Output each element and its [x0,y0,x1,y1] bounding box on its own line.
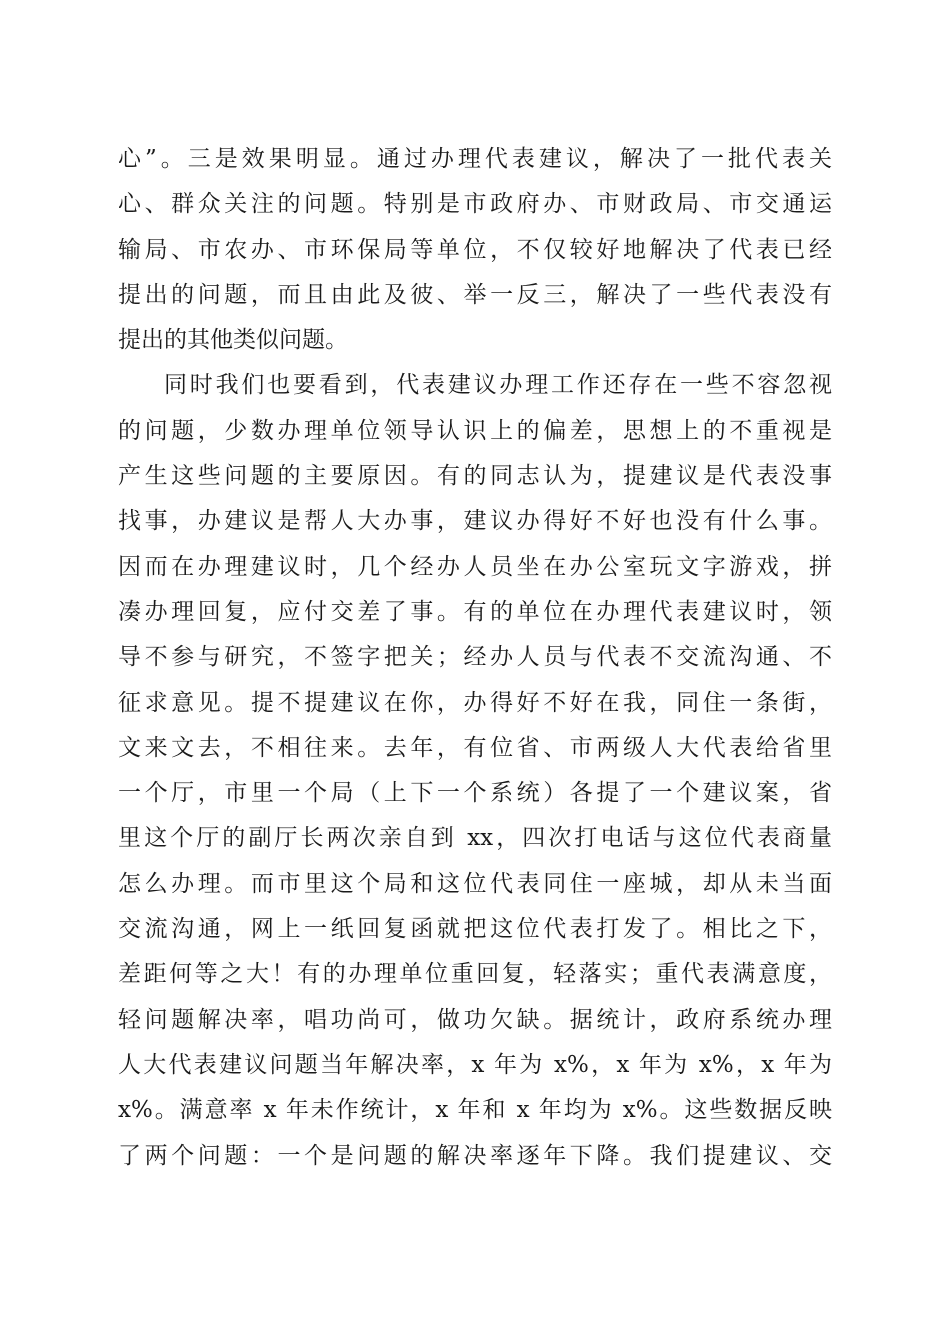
text-line: x%。满意率 x 年未作统计，x 年和 x 年均为 x%。这些数据反映 [118,1097,832,1124]
text-line: 因而在办理建议时，几个经办人员坐在办公室玩文字游戏，拼 [118,553,832,580]
text-line: 交流沟通，网上一纸回复函就把这位代表打发了。相比之下， [118,916,832,943]
text-line: 了两个问题：一个是问题的解决率逐年下降。我们提建议、交 [118,1142,832,1169]
text-line: 导不参与研究，不签字把关；经办人员与代表不交流沟通、不 [118,644,832,671]
text-line: 里这个厅的副厅长两次亲自到 xx，四次打电话与这位代表商量 [118,825,832,852]
text-line: 提出的问题，而且由此及彼、举一反三，解决了一些代表没有 [118,281,832,308]
text-line: 输局、市农办、市环保局等单位，不仅较好地解决了代表已经 [118,236,832,263]
text-line: 凑办理回复，应付交差了事。有的单位在办理代表建议时，领 [118,598,832,625]
text-line: 一个厅，市里一个局（上下一个系统）各提了一个建议案，省 [118,780,832,807]
text-line: 的问题，少数办理单位领导认识上的偏差，思想上的不重视是 [118,417,832,444]
text-line: 征求意见。提不提建议在你，办得好不好在我，同住一条街， [118,689,832,716]
text-line: 心、群众关注的问题。特别是市政府办、市财政局、市交通运 [118,191,832,218]
text-line: 文来文去，不相往来。去年，有位省、市两级人大代表给省里 [118,734,832,761]
document-body [118,137,832,1179]
text-line: 产生这些问题的主要原因。有的同志认为，提建议是代表没事 [118,463,832,490]
text-line: 找事，办建议是帮人大办事，建议办得好不好也没有什么事。 [118,508,832,535]
text-line: 轻问题解决率，唱功尚可，做功欠缺。据统计，政府系统办理 [118,1006,832,1033]
text-line: 人大代表建议问题当年解决率，x 年为 x%，x 年为 x%，x 年为 [118,1051,832,1078]
paragraph-1 [118,137,832,363]
paragraph-2 [118,363,832,1178]
text-line: 差距何等之大！有的办理单位重回复，轻落实；重代表满意度， [118,961,832,988]
text-line: 怎么办理。而市里这个局和这位代表同住一座城，却从未当面 [118,870,832,897]
text-line: 心”。三是效果明显。通过办理代表建议，解决了一批代表关 [118,146,832,172]
text-line: 提出的其他类似问题。 [118,327,348,354]
text-line: 同时我们也要看到，代表建议办理工作还存在一些不容忽视 [164,372,832,399]
